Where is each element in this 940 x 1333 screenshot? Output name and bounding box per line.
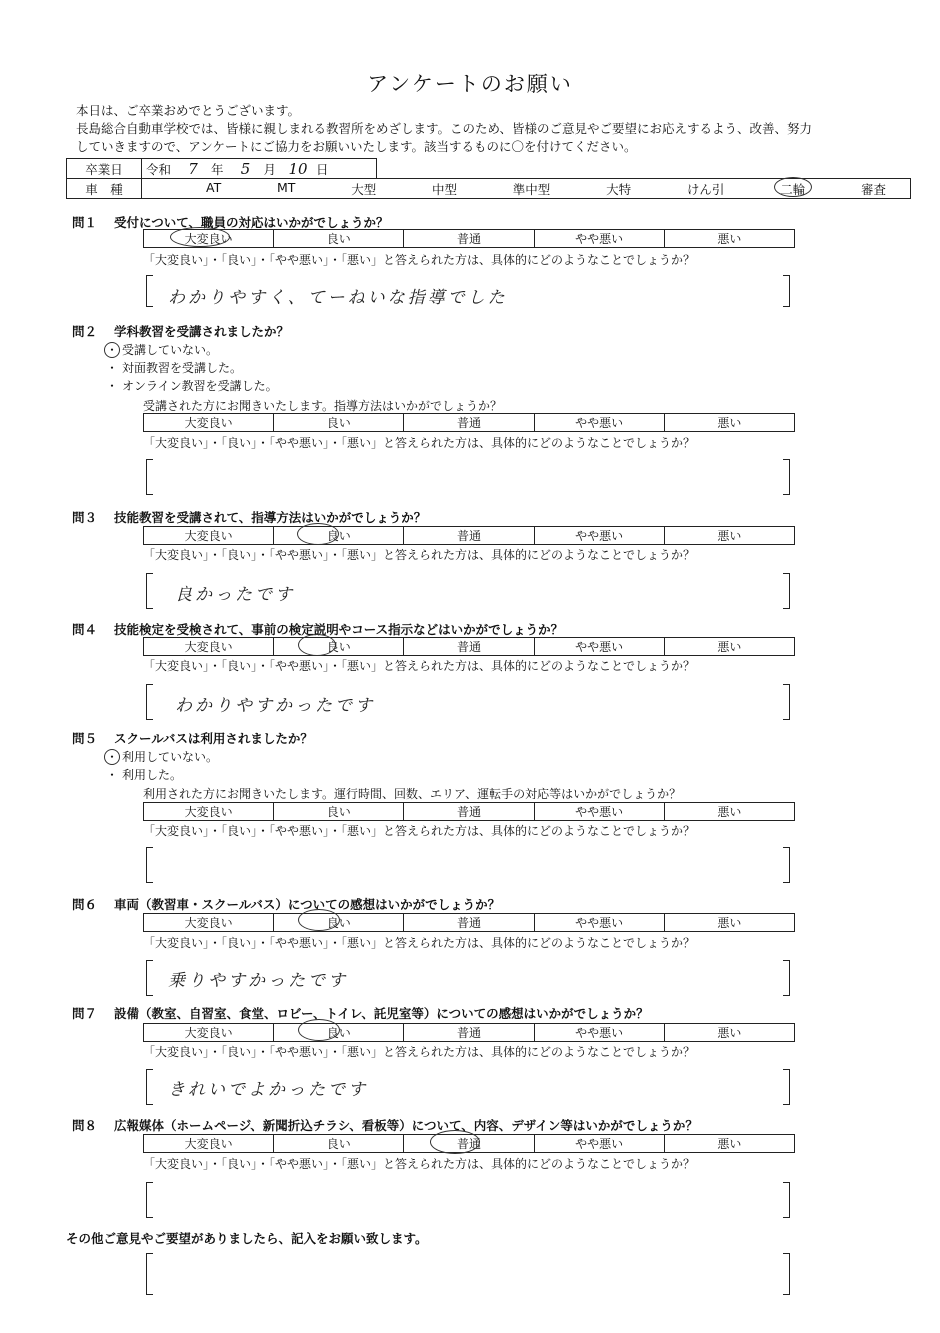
vehicle-special[interactable]: 大特 [606, 181, 632, 197]
comment-text[interactable]: わかりやすく、てーねいな指導でした [168, 288, 508, 308]
comment-bracket-right [783, 1182, 790, 1218]
rating-good[interactable]: 良い [274, 1135, 404, 1153]
followup-prompt: 「大変良い」・「良い」・「やや悪い」・「悪い」と答えられた方は、具体的にどのようなことでしょうか？ [143, 659, 696, 673]
selection-circle [297, 523, 339, 545]
rating-normal[interactable]: 普通 [404, 1024, 534, 1042]
comment-bracket-right [783, 847, 790, 883]
rating-very-good[interactable]: 大変良い [144, 803, 274, 821]
rating-scale-q6 [143, 913, 795, 932]
rating-good[interactable]: 良い [274, 230, 404, 248]
rating-normal[interactable]: 普通 [404, 803, 534, 821]
followup-prompt: 「大変良い」・「良い」・「やや悪い」・「悪い」と答えられた方は、具体的にどのようなことでしょうか？ [143, 1157, 696, 1171]
comment-bracket-left [146, 684, 153, 720]
comment-bracket-left [146, 847, 153, 883]
question-number: 問６ [72, 897, 98, 912]
followup-prompt: 「大変良い」・「良い」・「やや悪い」・「悪い」と答えられた方は、具体的にどのようなことでしょうか？ [143, 1045, 696, 1059]
rating-somewhat-bad[interactable]: やや悪い [534, 1024, 664, 1042]
selection-circle [104, 342, 120, 358]
rating-somewhat-bad[interactable]: やや悪い [534, 638, 664, 656]
comment-bracket-right [783, 1253, 790, 1295]
comment-text[interactable]: 乗りやすかったです [168, 971, 348, 991]
intro-line: 本日は、ご卒業おめでとうございます。 [76, 103, 301, 118]
followup-prompt: 「大変良い」・「良い」・「やや悪い」・「悪い」と答えられた方は、具体的にどのようなことでしょうか？ [143, 548, 696, 562]
selection-circle [774, 177, 812, 197]
rating-somewhat-bad[interactable]: やや悪い [534, 527, 664, 545]
comment-text[interactable]: きれいでよかったです [168, 1080, 368, 1100]
rating-good[interactable]: 良い [274, 638, 404, 656]
intro-line: 長島総合自動車学校では、皆様に親しまれる教習所をめざします。このため、皆様のご意見やご要望にお応えするよう、改善、努力 [76, 121, 813, 136]
rating-scale-q3 [143, 526, 795, 545]
selection-circle [170, 227, 230, 247]
grad-date-field[interactable] [142, 159, 377, 179]
rating-somewhat-bad[interactable]: やや悪い [534, 803, 664, 821]
comment-bracket-right [783, 275, 790, 307]
rating-bad[interactable]: 悪い [664, 1024, 794, 1042]
selection-circle [298, 909, 340, 931]
rating-scale-q5 [143, 802, 795, 821]
option-label: 利用した。 [122, 768, 183, 782]
question-number: 問１ [72, 215, 98, 230]
option-bullet: ・ [105, 343, 118, 357]
option-bullet: ・ [105, 768, 118, 782]
comment-bracket-right [783, 1069, 790, 1105]
option-used[interactable] [102, 766, 182, 783]
sub-question: 受講された方にお聞きいたします。指導方法はいかがでしょうか？ [143, 399, 503, 413]
vehicle-large[interactable]: 大型 [351, 181, 377, 197]
comment-bracket-right [783, 684, 790, 720]
vehicle-semi-medium[interactable]: 準中型 [512, 181, 551, 197]
year-unit: 年 [211, 161, 224, 177]
rating-somewhat-bad[interactable]: やや悪い [534, 1135, 664, 1153]
rating-good[interactable]: 良い [274, 914, 404, 932]
rating-scale-q2 [143, 413, 795, 432]
rating-good[interactable]: 良い [274, 527, 404, 545]
rating-bad[interactable]: 悪い [664, 638, 794, 656]
followup-prompt: 「大変良い」・「良い」・「やや悪い」・「悪い」と答えられた方は、具体的にどのようなことでしょうか？ [143, 253, 696, 267]
option-label: オンライン教習を受講した。 [122, 379, 278, 393]
vehicle-tow[interactable]: けん引 [686, 181, 725, 197]
vehicle-label: 車 種 [67, 179, 142, 199]
rating-very-good[interactable]: 大変良い [144, 414, 274, 432]
option-label: 受講していない。 [122, 343, 219, 357]
rating-very-good[interactable]: 大変良い [144, 638, 274, 656]
followup-prompt: 「大変良い」・「良い」・「やや悪い」・「悪い」と答えられた方は、具体的にどのようなことでしょうか？ [143, 436, 696, 450]
followup-prompt: 「大変良い」・「良い」・「やや悪い」・「悪い」と答えられた方は、具体的にどのようなことでしょうか？ [143, 824, 696, 838]
question-number: 問８ [72, 1118, 98, 1133]
rating-scale-q1 [143, 229, 795, 248]
sub-question: 利用された方にお聞きいたします。運行時間、回数、エリア、運転手の対応等はいかがでしょうか？ [143, 787, 682, 801]
comment-bracket-right [783, 960, 790, 996]
rating-bad[interactable]: 悪い [664, 803, 794, 821]
vehicle-mt[interactable]: MT [277, 179, 296, 195]
question-5 [72, 729, 313, 747]
option-bullet: ・ [105, 361, 118, 375]
rating-very-good[interactable]: 大変良い [144, 914, 274, 932]
question-number: 問３ [72, 510, 98, 525]
selection-circle [298, 634, 336, 656]
option-in-person[interactable] [102, 359, 242, 376]
rating-very-good[interactable]: 大変良い [144, 1135, 274, 1153]
comment-bracket-right [783, 459, 790, 495]
rating-normal[interactable]: 普通 [404, 414, 534, 432]
page-title: アンケートのお願い [367, 72, 573, 96]
followup-prompt: 「大変良い」・「良い」・「やや悪い」・「悪い」と答えられた方は、具体的にどのようなことでしょうか？ [143, 936, 696, 950]
vehicle-options [142, 179, 911, 199]
info-table [66, 158, 911, 199]
comment-bracket-left [146, 1069, 153, 1105]
rating-bad[interactable]: 悪い [664, 1135, 794, 1153]
day-value: 10 [288, 159, 308, 178]
comment-bracket-left [146, 1182, 153, 1218]
question-text: 技能検定を受検されて、事前の検定説明やコース指示などはいかがでしょうか？ [114, 622, 564, 637]
option-online[interactable] [102, 377, 278, 394]
era: 令和 [146, 161, 172, 177]
month-unit: 月 [263, 161, 277, 177]
rating-good[interactable]: 良い [274, 414, 404, 432]
rating-somewhat-bad[interactable]: やや悪い [534, 914, 664, 932]
comment-text[interactable]: 良かったです [175, 585, 295, 605]
question-2 [72, 322, 289, 340]
question-text: 技能教習を受講されて、指導方法はいかがでしょうか？ [114, 510, 427, 525]
comment-bracket-left [146, 573, 153, 609]
vehicle-motorcycle[interactable]: 二輪 [780, 180, 805, 198]
question-number: 問２ [72, 324, 98, 339]
question-text: スクールバスは利用されましたか？ [114, 731, 313, 746]
rating-normal[interactable]: 普通 [404, 230, 534, 248]
comment-bracket-left [146, 275, 153, 307]
selection-circle [430, 1130, 480, 1154]
rating-somewhat-bad[interactable]: やや悪い [534, 414, 664, 432]
rating-somewhat-bad[interactable]: やや悪い [534, 230, 664, 248]
option-bullet: ・ [105, 379, 118, 393]
question-number: 問７ [72, 1006, 98, 1021]
vehicle-at[interactable]: AT [206, 179, 222, 195]
vehicle-medium[interactable]: 中型 [432, 181, 458, 197]
question-text: 広報媒体（ホームページ、新聞折込チラシ、看板等）について、内容、デザイン等はいかがでしょうか？ [114, 1118, 698, 1133]
question-number: 問５ [72, 731, 98, 746]
comment-bracket-left [146, 1253, 153, 1295]
question-8 [72, 1116, 698, 1134]
option-label: 利用していない。 [122, 750, 219, 764]
question-text: 設備（教室、自習室、食堂、ロビー、トイレ、託児室等）についての感想はいかがでしょうか？ [114, 1006, 649, 1021]
rating-normal[interactable]: 普通 [404, 527, 534, 545]
question-text: 学科教習を受講されましたか？ [114, 324, 290, 339]
rating-normal[interactable]: 普通 [404, 1135, 534, 1153]
rating-good[interactable]: 良い [274, 1024, 404, 1042]
question-number: 問４ [72, 622, 98, 637]
comment-bracket-left [146, 459, 153, 495]
rating-scale-q4 [143, 637, 795, 656]
rating-scale-q7 [143, 1023, 795, 1042]
rating-normal[interactable]: 普通 [404, 638, 534, 656]
other-comments-label: その他ご意見やご要望がありましたら、記入をお願い致します。 [66, 1231, 428, 1246]
day-unit: 日 [316, 161, 329, 177]
question-6 [72, 895, 500, 913]
grad-date-label: 卒業日 [67, 159, 142, 179]
rating-very-good[interactable]: 大変良い [144, 527, 274, 545]
comment-text[interactable]: わかりやすかったです [175, 696, 375, 716]
rating-bad[interactable]: 悪い [664, 527, 794, 545]
option-label: 対面教習を受講した。 [122, 361, 243, 375]
comment-bracket-right [783, 573, 790, 609]
question-text: 車両（教習車・スクールバス）についての感想はいかがでしょうか？ [114, 897, 501, 912]
selection-circle [298, 1019, 340, 1041]
question-text: 受付について、職員の対応はいかがでしょうか？ [114, 215, 389, 230]
year-value: 7 [188, 159, 198, 178]
rating-good[interactable]: 良い [274, 803, 404, 821]
rating-bad[interactable]: 悪い [664, 414, 794, 432]
intro-line: していきますので、アンケートにご協力をお願いいたします。該当するものに〇を付けてください。 [76, 139, 637, 154]
question-7 [72, 1004, 649, 1022]
comment-bracket-left [146, 960, 153, 996]
rating-bad[interactable]: 悪い [664, 914, 794, 932]
rating-very-good[interactable]: 大変良い [144, 230, 274, 248]
intro-text [76, 102, 906, 156]
option-bullet: ・ [105, 750, 118, 764]
rating-very-good[interactable]: 大変良い [144, 1024, 274, 1042]
selection-circle [104, 749, 120, 765]
month-value: 5 [240, 159, 251, 178]
vehicle-exam[interactable]: 審査 [860, 181, 886, 197]
rating-normal[interactable]: 普通 [404, 914, 534, 932]
rating-bad[interactable]: 悪い [664, 230, 794, 248]
question-3 [72, 508, 426, 526]
